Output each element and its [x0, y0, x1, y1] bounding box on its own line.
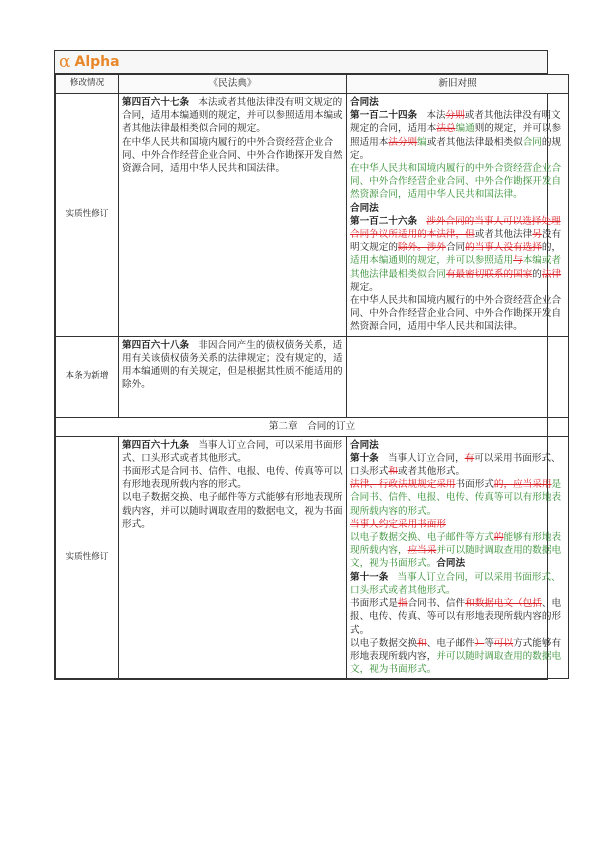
civil-code-cell: [119, 436, 347, 679]
article-text: 当事人订立合同，可以采用书面形式、口头形式或者其他形式。: [122, 439, 343, 464]
text-run: 、电子邮件: [426, 637, 475, 649]
deleted-text: 法总: [436, 123, 456, 135]
header-civil-code: 《民法典》: [119, 75, 347, 94]
header-comparison: 新旧对照: [347, 75, 569, 94]
text-run: 的规定。: [350, 136, 562, 161]
inserted-text: 、信件、电报、电传、传真等可以有形地表现所载内容的形式。: [350, 492, 562, 517]
text-run: 方式能够有形地表现所载内容，: [350, 637, 562, 662]
document-sheet: [54, 50, 562, 680]
text-run: 的，: [541, 242, 562, 254]
article-text: 在中华人民共和国境内履行的中外合资经营企业合同、中外合作经营企业合同、中外合作勘探开发自然资源合同，适用中华人民共和国法律。: [122, 136, 343, 175]
text-run: 或者其他法律最相类似: [426, 136, 523, 148]
chapter-row: [56, 417, 569, 436]
deleted-text: 和: [388, 466, 398, 478]
deleted-text: 除外。涉外: [397, 242, 446, 254]
deleted-text: 的，应当采用: [493, 479, 552, 491]
text-run: 等可以有形地表现所载内容的形式。: [350, 611, 562, 636]
deleted-text: 法分则: [388, 136, 418, 148]
article-number: 第十一条: [350, 571, 389, 583]
deleted-text: 和: [417, 637, 427, 649]
deleted-text: 指: [397, 598, 408, 610]
comparison-cell: [347, 336, 569, 417]
text-run: 的: [532, 268, 542, 280]
deleted-text: 分则: [445, 110, 465, 122]
table-row: [56, 94, 569, 337]
text-run: 合同书、信件: [407, 598, 466, 610]
deleted-text: 的当事人没有选择: [465, 242, 542, 254]
deleted-text: 与: [513, 255, 523, 267]
deleted-text: 可以: [493, 637, 514, 649]
article-text: 书面形式是合同书、信件、电报、电传、传真等可以有形地表现所载内容的形式。: [122, 466, 343, 491]
table-row: [56, 436, 569, 679]
brand-bar: [55, 51, 547, 74]
inserted-text: 合同: [522, 136, 542, 148]
article-number: 第四百六十八条: [122, 339, 190, 351]
text-run: 当事人订立合同，: [387, 452, 465, 464]
comparison-cell: [347, 436, 569, 679]
inserted-text: 是合同书: [350, 479, 562, 504]
text-run: 、电报、电传、传真: [350, 598, 562, 623]
table-header-row: [56, 75, 569, 94]
inserted-text: 能够有形地表现所载内容，: [350, 532, 562, 557]
deleted-text: 有最密切联系的国家: [445, 268, 533, 280]
brand-name: Alpha: [74, 54, 120, 70]
article-text: 本法或者其他法律没有明文规定的合同，适用本编通则的规定，并可以参照适用本编或者其他法律最相类似合同的规定。: [122, 97, 343, 135]
civil-code-cell: [119, 336, 347, 417]
deleted-text: 本法律，但: [426, 229, 475, 241]
inserted-text: 以电子数据交换、电子邮件等方式: [350, 532, 494, 544]
civil-code-cell: [119, 94, 347, 337]
deleted-text: ）: [474, 637, 485, 649]
law-name: 合同法: [350, 439, 379, 451]
inserted-text: 编: [417, 136, 427, 148]
article-number: 第一百二十六条: [350, 215, 418, 227]
chapter-title: 第二章 合同的订立: [56, 417, 569, 436]
text-run: 等: [484, 637, 494, 649]
text-run: 没有明文规定的: [350, 229, 562, 254]
inserted-text: 适用本编通则的规定，并可以参照适用: [350, 255, 514, 267]
status-cell: 实质性修订: [56, 94, 119, 337]
deleted-text: 当事人约定采用书面形: [350, 518, 446, 530]
article-text: 非因合同产生的债权债务关系，适用有关该债权债务关系的法律规定；没有规定的，适用本编通则的有关规定，但是根据其性质不能适用的除外。: [122, 339, 343, 391]
text-run: 或者其他法律: [474, 229, 533, 241]
deleted-text: 应当采: [407, 545, 437, 557]
article-number: 第四百六十九条: [122, 439, 190, 451]
article-number: 第一百二十四条: [350, 110, 418, 122]
inserted-text: 当事人订立合同，可以采用书面形式、口头形式或者其他形式。: [350, 571, 561, 596]
inserted-text: 编通: [455, 123, 475, 135]
deleted-text: 有: [464, 452, 475, 464]
law-name: 合同法: [350, 202, 379, 214]
deleted-text: 另: [532, 229, 542, 241]
text-run: 书面形式是: [350, 598, 398, 610]
text-run: 以电子数据交换: [350, 637, 418, 649]
header-status: 修改情况: [56, 75, 119, 94]
inserted-text: 本编或者其他法律最相类似合同: [350, 255, 562, 280]
deleted-text: 法律: [541, 268, 562, 280]
text-run: 本法: [426, 110, 446, 122]
comparison-table: [55, 74, 569, 679]
text-run: 可以采用书面形式、口头形式: [350, 452, 561, 478]
deleted-text: 和数据电文（包括: [465, 598, 542, 610]
text-run: 合同: [445, 242, 466, 254]
text-run: 书面形式: [455, 479, 494, 491]
article-number: 第十条: [350, 452, 379, 464]
text-run: 或者其他形式。: [397, 466, 466, 478]
text-run: 或者其他法律没有明文规定的合同，适用本: [350, 110, 561, 135]
law-name: 合同法: [350, 97, 379, 108]
article-number: 第四百六十七条: [122, 97, 190, 108]
status-cell: 本条为新增: [56, 336, 119, 417]
text-run: 规定。: [350, 281, 379, 293]
inserted-text: 并可以随时调取查用的数据电文，视为书面形式。: [350, 650, 562, 676]
text-run: 、: [417, 611, 427, 623]
comparison-cell: [347, 94, 569, 337]
law-name: 合同法: [436, 558, 466, 570]
inserted-text: 在中华人民共和国境内履行的中外合资经营企业合同、中外合作经营企业合同、中外合作勘探开发自然资源合同，适用中华人民共和国法律。: [350, 163, 562, 201]
article-text: 以电子数据交换、电子邮件等方式能够有形地表现所载内容，并可以随时调取查用的数据电文，视为书面形式。: [122, 492, 343, 530]
table-row: [56, 336, 569, 417]
alpha-logo-icon: α: [59, 52, 71, 72]
deleted-text: 涉外合同的当事人可以选择处理合同争议所适用的: [350, 215, 561, 241]
deleted-text: 法律、行政法规规定采用: [350, 479, 456, 491]
status-cell: 实质性修订: [56, 436, 119, 679]
article-text: 在中华人民共和国境内履行的中外合资经营企业合同、中外合作经营企业合同、中外合作勘探开发自然资源合同，适用中华人民共和国法律。: [350, 295, 562, 333]
inserted-text: 并可以随时调取查用的数据电文，视为书面形式。: [350, 545, 562, 570]
text-run: 则的规定，并可以参照适用本: [350, 123, 562, 148]
deleted-text: 的: [493, 532, 504, 544]
